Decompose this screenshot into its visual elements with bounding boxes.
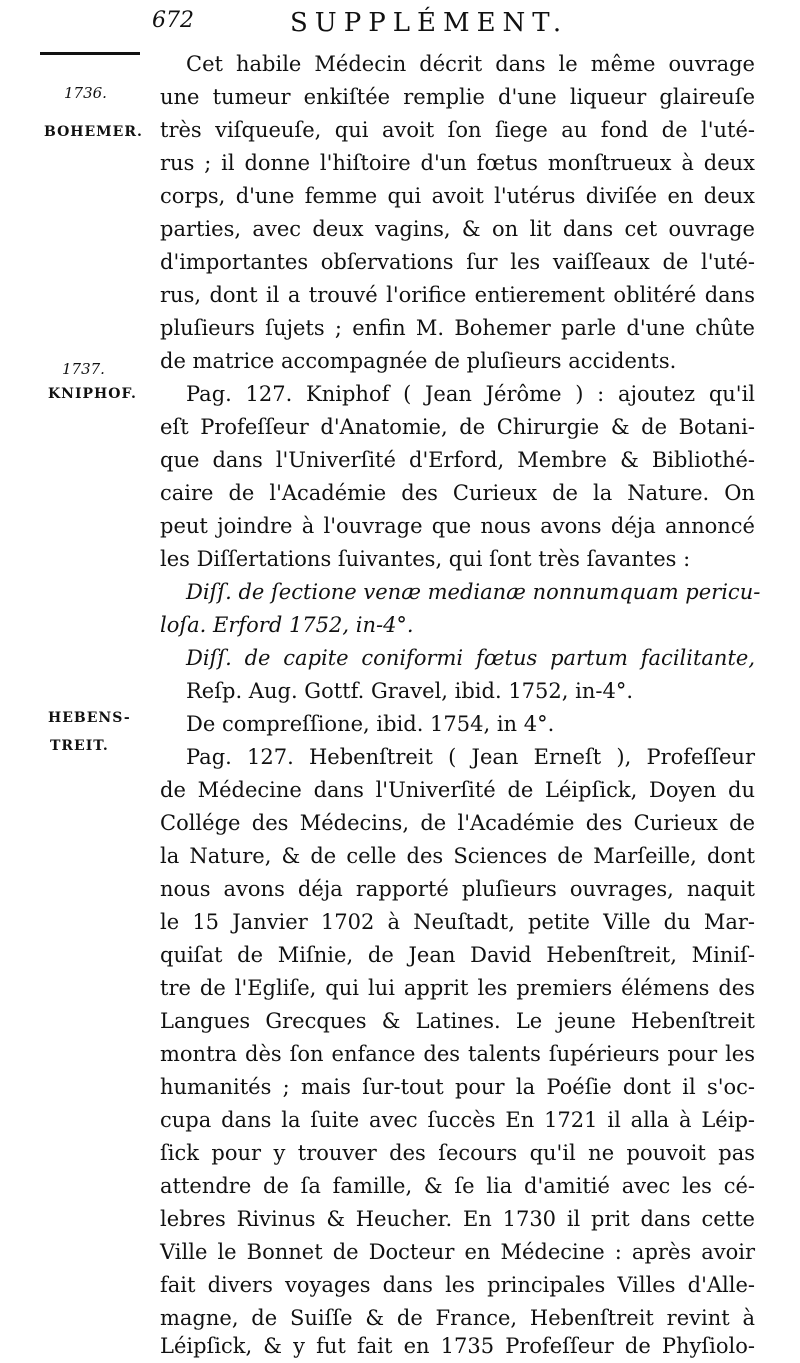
text-line: Léipſick, & y fut fait en 1735 Profeſſeur de Phyſiolo- <box>160 1334 755 1358</box>
running-title: SUPPLÉMENT. <box>290 8 569 38</box>
text-line: que dans l'Univerſité d'Erford, Membre & Bibliothé- <box>160 448 755 472</box>
text-line: eſt Profeſſeur d'Anatomie, de Chirurgie & de Botani- <box>160 415 755 439</box>
text-line-latin: Diſſ. de capite coniformi fœtus partum facilitante, <box>186 646 755 670</box>
text-line: humanités ; mais ſur-tout pour la Poéſie dont il s'oc- <box>160 1075 755 1099</box>
text-line: ſick pour y trouver des ſecours qu'il ne pouvoit pas <box>160 1141 755 1165</box>
text-line-latin: Diſſ. de ſectione venæ medianæ nonnumquam pericu- <box>186 580 761 604</box>
text-line: pluſieurs ſujets ; enfin M. Bohemer parle d'une chûte <box>160 316 755 340</box>
text-line: lebres Rivinus & Heucher. En 1730 il prit dans cette <box>160 1207 755 1231</box>
text-line: caire de l'Académie des Curieux de la Nature. On <box>160 481 755 505</box>
text-line: Pag. 127. Kniphof ( Jean Jérôme ) : ajoutez qu'il <box>186 382 755 406</box>
text-line: montra dès ſon enfance des talents ſupérieurs pour les <box>160 1042 755 1066</box>
page-number: 672 <box>152 8 194 33</box>
margin-note-author: BOHEMER. <box>44 124 143 140</box>
margin-note-year: 1736. <box>64 84 107 102</box>
text-line: Collége des Médecins, de l'Académie des Curieux de <box>160 811 755 835</box>
text-line: Cet habile Médecin décrit dans le même ouvrage <box>186 52 755 76</box>
text-line: cupa dans la ſuite avec ſuccès En 1721 il alla à Léip- <box>160 1108 755 1132</box>
text-line: magne, de Suiſſe & de France, Hebenſtreit revint à <box>160 1306 755 1330</box>
text-line: nous avons déja rapporté pluſieurs ouvrages, naquit <box>160 877 755 901</box>
text-line: rus, dont il a trouvé l'orifice entierement oblitéré dans <box>160 283 755 307</box>
text-line: Reſp. Aug. Gottf. Gravel, ibid. 1752, in-4°. <box>186 679 633 703</box>
text-line: peut joindre à l'ouvrage que nous avons déja annoncé <box>160 514 755 538</box>
text-line: les Diſſertations ſuivantes, qui ſont très ſavantes : <box>160 547 691 571</box>
text-line: corps, d'une femme qui avoit l'utérus diviſée en deux <box>160 184 755 208</box>
text-line: fait divers voyages dans les principales Villes d'Alle- <box>160 1273 755 1297</box>
text-line: parties, avec deux vagins, & on lit dans cet ouvrage <box>160 217 755 241</box>
text-line: tre de l'Egliſe, qui lui apprit les premiers élémens des <box>160 976 755 1000</box>
text-line-latin: loſa. Erford 1752, in-4°. <box>160 613 414 637</box>
text-line: Langues Grecques & Latines. Le jeune Hebenſtreit <box>160 1009 755 1033</box>
margin-note-author-cont: TREIT. <box>50 738 109 754</box>
margin-note-year: 1737. <box>62 360 105 378</box>
text-line: le 15 Janvier 1702 à Neuſtadt, petite Ville du Mar- <box>160 910 755 934</box>
text-line: Pag. 127. Hebenſtreit ( Jean Erneſt ), Profeſſeur <box>186 745 755 769</box>
margin-note-author: KNIPHOF. <box>48 386 137 402</box>
text-line: De compreſſione, ibid. 1754, in 4°. <box>186 712 555 736</box>
text-line: de matrice accompagnée de pluſieurs accidents. <box>160 349 677 373</box>
margin-rule <box>40 52 140 55</box>
text-line: rus ; il donne l'hiſtoire d'un fœtus monſtrueux à deux <box>160 151 755 175</box>
text-line: quiſat de Miſnie, de Jean David Hebenſtreit, Miniſ- <box>160 943 755 967</box>
text-line: d'importantes obſervations ſur les vaiſſeaux de l'uté- <box>160 250 755 274</box>
text-line: une tumeur enkiſtée remplie d'une liqueur glaireuſe <box>160 85 755 109</box>
text-line: attendre de ſa famille, & ſe lia d'amitié avec les cé- <box>160 1174 755 1198</box>
text-line: la Nature, & de celle des Sciences de Marſeille, dont <box>160 844 755 868</box>
margin-note-author: HEBENS- <box>48 710 131 726</box>
text-line: très viſqueuſe, qui avoit ſon ſiege au fond de l'uté- <box>160 118 755 142</box>
text-line: de Médecine dans l'Univerſité de Léipſick, Doyen du <box>160 778 755 802</box>
text-line: Ville le Bonnet de Docteur en Médecine : après avoir <box>160 1240 755 1264</box>
